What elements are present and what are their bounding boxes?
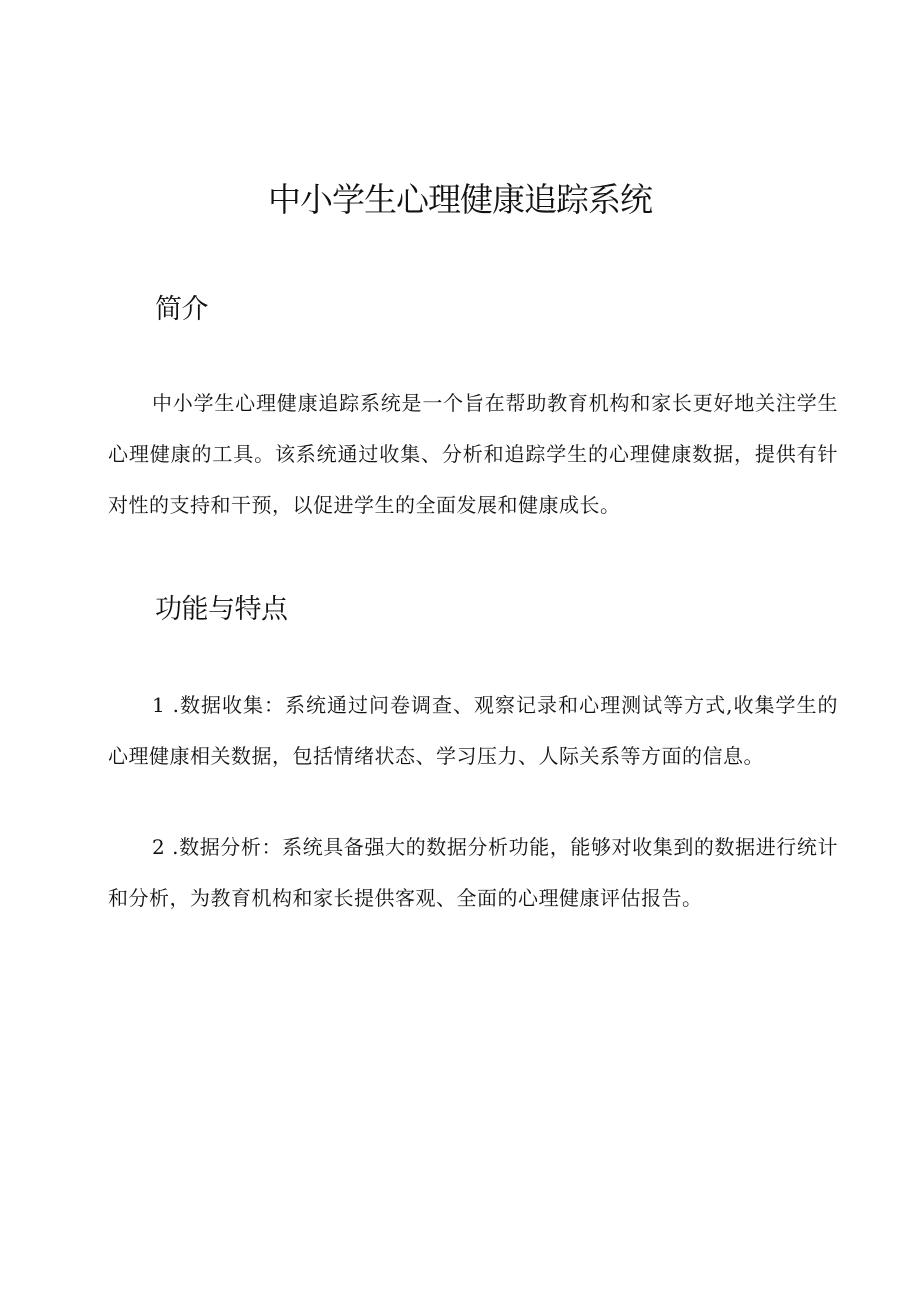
feature-paragraph-data-collection: 1 .数据收集：系统通过问卷调查、观察记录和心理测试等方式,收集学生的心理健康相关数据，包括情绪状态、学习压力、人际关系等方面的信息。 xyxy=(108,693,838,768)
feature-paragraph-data-analysis: 2 .数据分析：系统具备强大的数据分析功能，能够对收集到的数据进行统计和分析，为教育机构和家长提供客观、全面的心理健康评估报告。 xyxy=(108,835,838,910)
intro-paragraph: 中小学生心理健康追踪系统是一个旨在帮助教育机构和家长更好地关注学生心理健康的工具。该系统通过收集、分析和追踪学生的心理健康数据，提供有针对性的支持和干预，以促进学生的全面发展和健康成长。 xyxy=(108,391,838,517)
page-title: 中小学生心理健康追踪系统 xyxy=(268,180,652,219)
section-heading-intro: 简介 xyxy=(155,294,208,325)
section-heading-features: 功能与特点 xyxy=(155,594,288,625)
